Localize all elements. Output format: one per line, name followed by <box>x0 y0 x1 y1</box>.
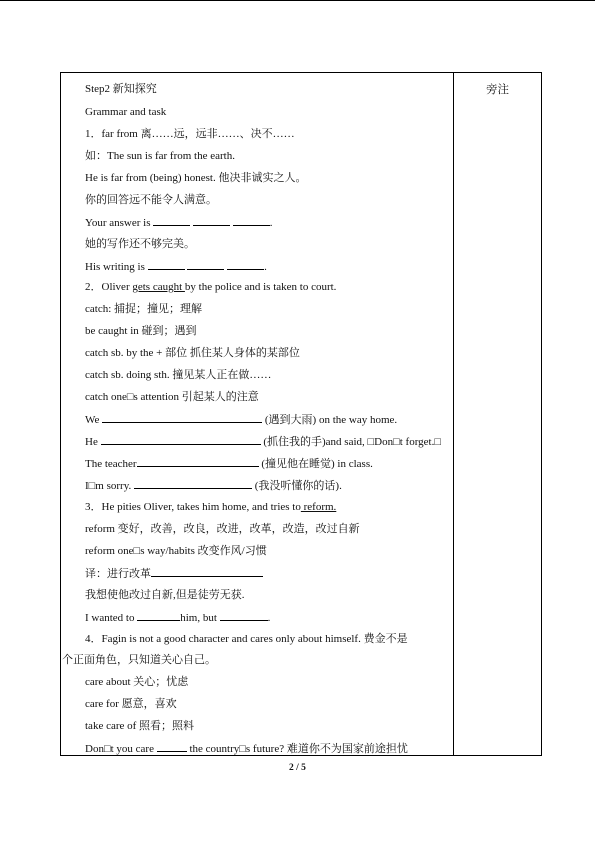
item4-note: care about 关心；忧虑 <box>85 676 189 688</box>
page-number: 2 / 5 <box>289 763 306 773</box>
answer-blank[interactable] <box>220 610 268 621</box>
step-title: Step2 新知探究 <box>85 83 157 95</box>
answer-blank[interactable] <box>187 259 224 270</box>
sentence-text: the country□s future? 难道你不为国家前途担忧 <box>186 743 408 755</box>
sentence-text: We <box>85 414 103 426</box>
item4-note: care for 愿意，喜欢 <box>85 698 177 710</box>
item1-head: 1．far from 离……远，远非……、决不…… <box>85 128 295 140</box>
sentence-text: (遇到大雨) on the way home. <box>262 414 398 426</box>
sentence-text: 译：进行改革 <box>85 568 151 580</box>
item4-note: take care of 照看；照料 <box>85 720 195 732</box>
answer-blank[interactable] <box>134 478 252 489</box>
head-text: by the police and is taken to court. <box>184 281 337 293</box>
sentence-text: (我没听懂你的话). <box>252 480 342 492</box>
item4-head: 4．Fagin is not a good character and cares only about himself. 费金不是 <box>85 633 408 645</box>
sentence-text: Your answer is <box>85 217 154 229</box>
sentence-text: him, but <box>180 612 220 624</box>
answer-blank[interactable] <box>157 741 187 752</box>
item4-fill-sentence <box>85 741 408 756</box>
head-text: 3．He pities Oliver, takes him home, and tries to <box>85 501 301 513</box>
item1-example: 你的回答远不能令人满意。 <box>85 194 217 206</box>
sentence-text: I□m sorry. <box>85 480 135 492</box>
answer-blank[interactable] <box>153 215 190 226</box>
item2-note: catch one□s attention 引起某人的注意 <box>85 391 259 403</box>
item2-fill-sentence <box>85 434 441 449</box>
answer-blank[interactable] <box>101 434 261 445</box>
column-divider <box>453 73 454 755</box>
item1-example: 她的写作还不够完美。 <box>85 238 195 250</box>
sentence-text: Don□t you care <box>85 743 157 755</box>
answer-blank[interactable] <box>227 259 264 270</box>
sentence-text: . <box>269 217 273 229</box>
item3-note: 我想使他改过自新,但是徒劳无获. <box>85 589 245 601</box>
answer-blank[interactable] <box>137 610 180 621</box>
head-underlined: gets caught <box>132 281 185 293</box>
answer-blank[interactable] <box>193 215 230 226</box>
item2-fill-sentence <box>85 478 342 493</box>
answer-blank[interactable] <box>102 412 262 423</box>
page-top-rule <box>0 0 595 1</box>
item2-note: catch sb. by the + 部位 抓住某人身体的某部位 <box>85 347 300 359</box>
item1-example: He is far from (being) honest. 他决非诚实之人。 <box>85 172 307 184</box>
sentence-text: He <box>85 436 101 448</box>
item2-fill-sentence <box>85 456 373 471</box>
item2-head <box>85 280 336 294</box>
item3-head <box>85 500 336 514</box>
item3-fill-sentence <box>85 566 263 581</box>
head-text: 2．Oliver <box>85 281 133 293</box>
item2-fill-sentence <box>85 412 397 427</box>
answer-blank[interactable] <box>148 259 185 270</box>
item4-head-continued: 个正面角色，只知道关心自己。 <box>62 654 216 666</box>
sentence-text: (撞见他在睡觉) in class. <box>258 458 373 470</box>
item1-example: 如：The sun is far from the earth. <box>85 150 235 162</box>
item3-fill-sentence <box>85 610 270 625</box>
item3-note: reform one□s way/habits 改变作风/习惯 <box>85 545 267 557</box>
sentence-text: I wanted to <box>85 612 138 624</box>
section-title: Grammar and task <box>85 106 167 118</box>
item1-fill-sentence <box>85 259 267 274</box>
answer-blank[interactable] <box>137 456 259 467</box>
sentence-text: . <box>267 612 271 624</box>
answer-blank[interactable] <box>151 566 263 577</box>
item1-fill-sentence <box>85 215 273 230</box>
sentence-text: . <box>264 261 267 273</box>
item2-note: catch sb. doing sth. 撞见某人正在做…… <box>85 369 272 381</box>
sentence-text: His writing is <box>85 261 148 273</box>
sentence-text: (抓住我的手)and said, □Don□t forget.□ <box>260 436 442 448</box>
item2-note: be caught in 碰到；遇到 <box>85 325 197 337</box>
side-note-header: 旁注 <box>486 84 509 96</box>
sentence-text: The teacher <box>85 458 137 470</box>
head-underlined: reform. <box>300 501 337 513</box>
item2-note: catch: 捕捉；撞见；理解 <box>85 303 203 315</box>
lesson-table <box>60 72 542 756</box>
answer-blank[interactable] <box>233 215 270 226</box>
item3-note: reform 变好，改善，改良，改进，改革，改造，改过自新 <box>85 523 360 535</box>
